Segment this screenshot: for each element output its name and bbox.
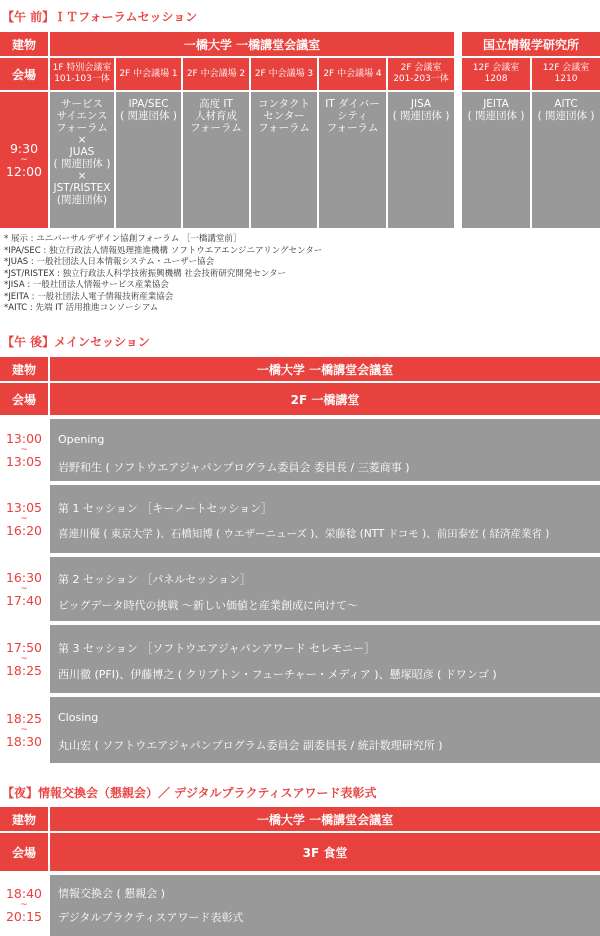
session-cell: コンタクト センター フォーラム [251,92,317,228]
session-cell: JEITA ( 関連団体 ) [462,92,530,228]
time-sep: ~ [20,155,28,165]
venue-cell: 12F 会議室 1210 [532,58,600,90]
pm-session-cell [50,697,600,763]
pm-time [0,625,48,693]
morning-time-cell [0,92,48,228]
pm-session-cell [50,419,600,481]
session-cell: AITC ( 関連団体 ) [532,92,600,228]
afternoon-building: 一橋大学 一橋講堂会議室 [50,357,600,381]
time-sep: ~ [20,653,28,664]
session-title: Opening [58,433,105,446]
note: *JST/RISTEX : 独立行政法人科学技術振興機構 社会技術研究開発センター [4,268,287,279]
note: *JEITA : 一般社団法人電子情報技術産業協会 [4,291,174,302]
time-start: 18:40 [5,886,43,901]
venue-cell: 2F 中会議場 2 [183,58,249,90]
note: *JISA : 一般社団法人情報サービス産業協会 [4,280,169,290]
note: * 展示 : ユニバーサルデザイン協創フォーラム ［一橋講堂前］ [4,234,242,244]
session-title: 第 3 セッション ［ソフトウエアジャパンアワード セレモニー］ [58,642,376,655]
morning-building-label: 建物 [0,32,48,56]
session-subtitle: ビッグデータ時代の挑戦 ～新しい価値と産業創成に向けて～ [58,599,359,612]
evening-section-title: 【夜】情報交換会（懇親会）／ デジタルプラクティスアワード表彰式 [2,786,377,800]
evening-line-2: デジタルプラクティスアワード表彰式 [58,911,244,924]
session-speakers: 西川徹 (PFI)、伊藤博之 ( クリプトン・フューチャー・メディア )、懸塚昭彦 ( ドワンゴ ) [58,668,497,681]
note: *IPA/SEC : 独立行政法人情報処理推進機構 ソフトウエアエンジニアリングセンター [4,245,323,256]
session-cell: サービス サイエンス フォーラム × JUAS ( 関連団体 ) × JST/RISTEX (関連団体) [50,92,114,228]
venue-cell: 1F 特別会議室 101-103一体 [50,58,114,90]
pm-session-cell [50,625,600,693]
time-end: 18:25 [5,662,43,678]
session-speakers: 喜連川優 ( 東京大学 )、石橋知博 ( ウエザーニューズ )、栄藤稔 (NTT ドコモ )、前田泰宏 ( 経済産業省 ) [58,528,550,540]
afternoon-venue-label: 会場 [0,383,48,415]
pm-session-cell [50,485,600,553]
afternoon-building-label: 建物 [0,357,48,381]
note: *JUAS : 一般社団法人日本情報システム・ユーザー協会 [4,257,215,267]
time-start: 13:05 [5,499,43,515]
time-start: 9:30 [9,141,39,156]
pm-time [0,697,48,763]
time-start: 16:30 [5,569,43,585]
evening-venue-label: 会場 [0,833,48,871]
pm-time [0,419,48,481]
pm-session-cell [50,557,600,621]
note: *AITC : 先端 IT 活用推進コンソーシアム [4,303,159,313]
time-sep: ~ [20,724,28,735]
session-cell: IPA/SEC ( 関連団体 ) [116,92,181,228]
morning-building-a: 一橋大学 一橋講堂会議室 [50,32,454,56]
evening-building-label: 建物 [0,807,48,831]
venue-cell: 2F 中会議場 1 [116,58,181,90]
morning-notes [4,234,564,315]
venue-cell: 2F 中会議場 3 [251,58,317,90]
session-speakers: 丸山宏 ( ソフトウエアジャパンプログラム委員会 副委員長 / 統計数理研究所 ) [58,739,443,752]
session-title: 第 1 セッション ［キーノートセッション］ [58,502,273,515]
time-end: 17:40 [5,592,43,608]
morning-section-title: 【午 前】ＩＴフォーラムセッション [2,10,198,24]
time-start: 13:00 [5,430,43,446]
venue-cell: 2F 中会議場 4 [319,58,386,90]
time-sep: ~ [20,444,28,455]
time-end: 16:20 [5,522,43,538]
evening-venue: 3F 食堂 [50,833,600,871]
time-end: 13:05 [5,453,43,469]
time-sep: ~ [20,900,28,910]
evening-line-1: 情報交換会 ( 懇親会 ) [58,887,166,900]
morning-venue-label: 会場 [0,58,48,90]
session-cell: JISA ( 関連団体 ) [388,92,454,228]
afternoon-section-title: 【午 後】メインセッション [2,335,150,349]
session-title: 第 2 セッション ［パネルセッション］ [58,573,252,586]
time-start: 17:50 [5,639,43,655]
session-title: Closing [58,711,99,724]
morning-building-b: 国立情報学研究所 [462,32,600,56]
pm-time [0,557,48,621]
time-sep: ~ [20,583,28,594]
time-end: 20:15 [5,909,43,924]
venue-cell: 2F 会議室 201-203一体 [388,58,454,90]
time-end: 12:00 [5,164,43,179]
session-cell: 高度 IT 人材育成 フォーラム [183,92,249,228]
session-speakers: 岩野和生 ( ソフトウエアジャパンプログラム委員会 委員長 / 三菱商事 ) [58,461,410,474]
session-cell: IT ダイバー シティ フォーラム [319,92,386,228]
evening-session-cell [50,875,600,936]
evening-building: 一橋大学 一橋講堂会議室 [50,807,600,831]
time-sep: ~ [20,513,28,524]
pm-time [0,485,48,553]
evening-time [0,875,48,936]
time-start: 18:25 [5,710,43,726]
time-end: 18:30 [5,733,43,749]
afternoon-venue: 2F 一橋講堂 [50,383,600,415]
venue-cell: 12F 会議室 1208 [462,58,530,90]
